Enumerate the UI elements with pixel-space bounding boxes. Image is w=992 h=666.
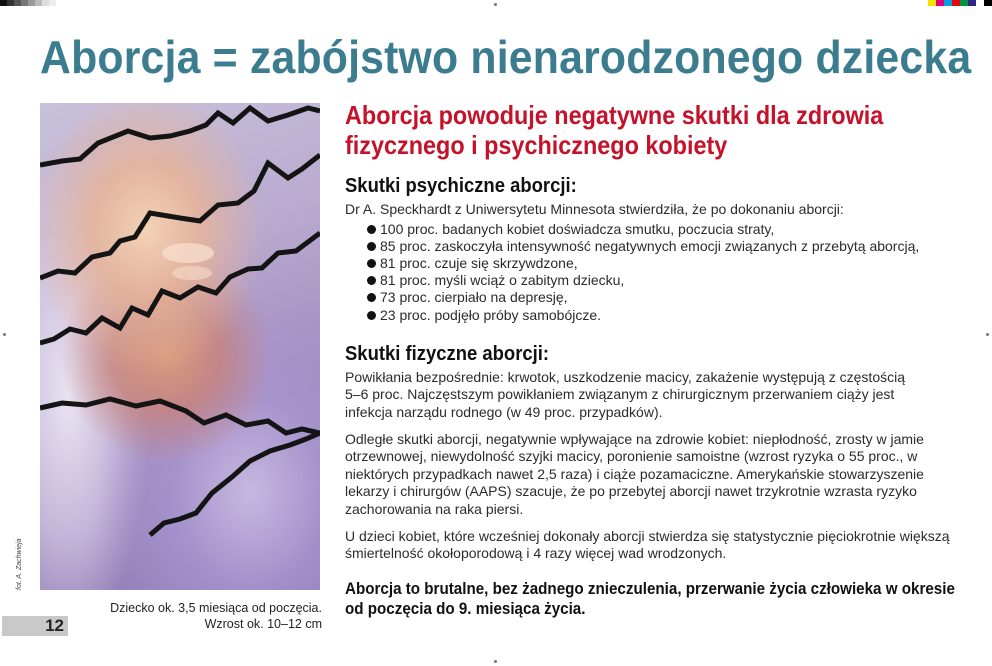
color-calibration-bar (928, 0, 992, 6)
section-heading-health-effects: Aborcja powoduje negatywne skutki dla zdrowia fizycznego i psychicznego kobiety (345, 100, 884, 160)
list-item: 81 proc. myśli wciąż o zabitym dziecku, (367, 272, 970, 289)
phys-effects-heading: Skutki fizyczne aborcji: (345, 341, 550, 365)
caption-line: Dziecko ok. 3,5 miesiąca od poczęcia. (110, 601, 322, 615)
phys-paragraph-direct: Powikłania bezpośrednie: krwotok, uszkodzenie macicy, zakażenie występują z częstością 5–6 proc. Najczęstszym powikłaniem związanym z chirurgicznym przerwaniem ciąży jest infekcja narządu rodnego (w 49 proc. przypadków). (345, 368, 906, 420)
registration-mark (3, 333, 6, 336)
registration-mark (494, 660, 497, 663)
caption-line: Wzrost ok. 10–12 cm (204, 617, 322, 631)
psych-intro: Dr A. Speckhardt z Uniwersytetu Minnesota stwierdziła, że po dokonaniu aborcji: (345, 201, 844, 217)
bullet-icon (367, 259, 376, 268)
photo-caption (40, 600, 322, 632)
bullet-icon (367, 293, 376, 302)
page-title: Aborcja = zabójstwo nienarodzonego dziecka (40, 31, 972, 83)
main-content (345, 100, 970, 619)
fetus-photo (40, 103, 320, 590)
registration-mark (986, 333, 989, 336)
list-item: 23 proc. podjęło próby samobójcze. (367, 307, 970, 324)
bullet-icon (367, 242, 376, 251)
phys-paragraph-children: U dzieci kobiet, które wcześniej dokonały aborcji stwierdza się statystycznie pięciokrotnie większą śmiertelność okołoporodową i 4 razy więcej wad wrodzonych. (345, 527, 950, 562)
page-number: 12 (2, 616, 68, 636)
bullet-icon (367, 276, 376, 285)
registration-mark (494, 3, 497, 6)
torn-paper-lines (40, 103, 320, 590)
conclusion-statement: Aborcja to brutalne, bez żadnego znieczulenia, przerwanie życia człowieka w okresie od poczęcia do 9. miesiąca życia. (345, 579, 955, 618)
list-item: 100 proc. badanych kobiet doświadcza smutku, poczucia straty, (367, 221, 970, 238)
list-item: 73 proc. cierpiało na depresję, (367, 289, 970, 306)
grayscale-calibration-bar (0, 0, 56, 6)
bullet-icon (367, 225, 376, 234)
psych-effects-list (345, 221, 970, 324)
list-item: 81 proc. czuje się skrzywdzone, (367, 255, 970, 272)
phys-paragraph-longterm: Odległe skutki aborcji, negatywnie wpływające na zdrowie kobiet: niepłodność, zrosty w jamie otrzewnowej, niewydolność szyjki macicy, poronienie samoistne (wzrost ryzyka o 55 proc., w niektórych przypadkach nawet 2,5 raza) i ciąże pozamaciczne. Amerykańskie stowarzyszenie lekarzy i chirurgów (AAPS) szacuje, że po przebytej aborcji nawet trzykrotnie wzrasta ryzyko zachorowania na raka piersi. (345, 430, 924, 517)
photo-credit: fot. A. Zachwieja (16, 538, 23, 590)
list-item: 85 proc. zaskoczyła intensywność negatywnych emocji związanych z przebytą aborcją, (367, 238, 970, 255)
bullet-icon (367, 311, 376, 320)
psych-effects-heading: Skutki psychiczne aborcji: (345, 174, 577, 197)
